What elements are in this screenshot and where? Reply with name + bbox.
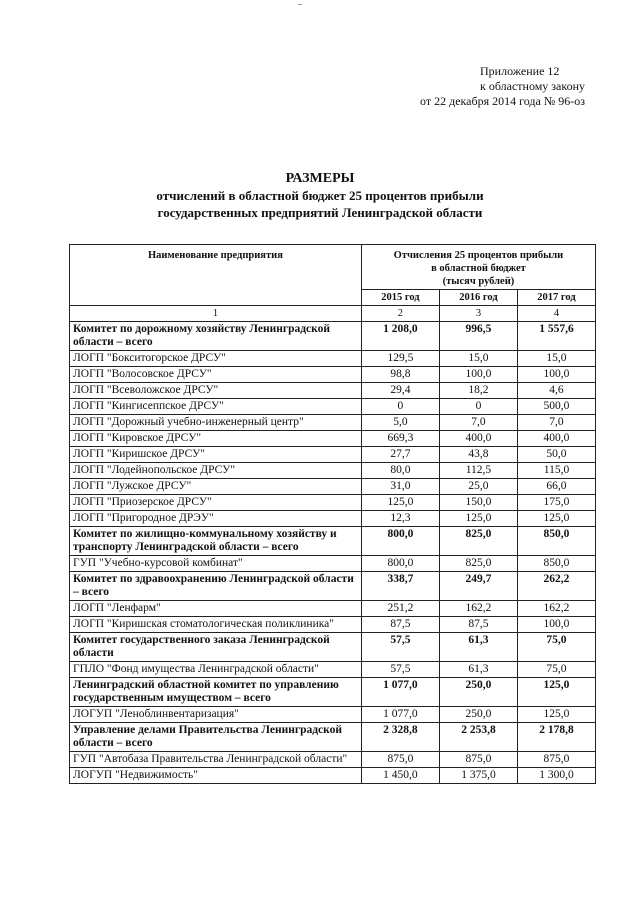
value-2016-cell: 43,8 — [439, 447, 517, 463]
value-2015-cell: 0 — [361, 399, 439, 415]
value-2016-cell: 249,7 — [439, 572, 517, 601]
table-row — [70, 617, 596, 633]
value-2015-cell: 5,0 — [361, 415, 439, 431]
appendix-header — [420, 64, 620, 109]
value-2016-cell: 250,0 — [439, 707, 517, 723]
column-header-deductions-line3: (тысяч рублей) — [442, 276, 515, 287]
appendix-number: Приложение 12 — [480, 64, 560, 78]
table-row — [70, 351, 596, 367]
value-2016-cell: 1 375,0 — [439, 768, 517, 784]
enterprise-name-cell: Комитет по здравоохранению Ленинградской области – всего — [70, 572, 362, 601]
value-2016-cell: 18,2 — [439, 383, 517, 399]
table-row — [70, 383, 596, 399]
enterprise-name-cell: Управление делами Правительства Ленинградской области – всего — [70, 723, 362, 752]
enterprise-name-cell: Ленинградский областной комитет по управлению государственным имуществом – всего — [70, 678, 362, 707]
value-2016-cell: 996,5 — [439, 322, 517, 351]
value-2016-cell: 61,3 — [439, 662, 517, 678]
table-row-total — [70, 633, 596, 662]
enterprise-name-cell: ЛОГУП "Недвижимость" — [70, 768, 362, 784]
value-2016-cell: 2 253,8 — [439, 723, 517, 752]
value-2016-cell: 250,0 — [439, 678, 517, 707]
value-2017-cell: 75,0 — [517, 633, 595, 662]
value-2017-cell: 15,0 — [517, 351, 595, 367]
table-row — [70, 768, 596, 784]
column-index: 4 — [517, 306, 595, 322]
table-row — [70, 463, 596, 479]
table-row — [70, 447, 596, 463]
table-row-total — [70, 527, 596, 556]
value-2016-cell: 100,0 — [439, 367, 517, 383]
enterprise-name-cell: ЛОГП "Бокситогорское ДРСУ" — [70, 351, 362, 367]
table-header-row — [70, 245, 596, 290]
table-row-total — [70, 723, 596, 752]
value-2016-cell: 162,2 — [439, 601, 517, 617]
deductions-table — [69, 244, 596, 784]
value-2015-cell: 669,3 — [361, 431, 439, 447]
value-2016-cell: 25,0 — [439, 479, 517, 495]
table-row — [70, 415, 596, 431]
enterprise-name-cell: ЛОГП "Кингисеппское ДРСУ" — [70, 399, 362, 415]
table-row — [70, 707, 596, 723]
value-2016-cell: 15,0 — [439, 351, 517, 367]
scan-mark — [298, 4, 302, 5]
title-line-3: государственных предприятий Ленинградской области — [157, 205, 483, 220]
enterprise-name-cell: ЛОГП "Киришское ДРСУ" — [70, 447, 362, 463]
value-2016-cell: 112,5 — [439, 463, 517, 479]
enterprise-name-cell: ЛОГП "Ленфарм" — [70, 601, 362, 617]
value-2017-cell: 125,0 — [517, 678, 595, 707]
value-2017-cell: 66,0 — [517, 479, 595, 495]
column-header-name: Наименование предприятия — [70, 245, 362, 306]
enterprise-name-cell: Комитет государственного заказа Ленинградской области — [70, 633, 362, 662]
enterprise-name-cell: ЛОГП "Киришская стоматологическая поликлиника" — [70, 617, 362, 633]
value-2015-cell: 800,0 — [361, 556, 439, 572]
value-2017-cell: 850,0 — [517, 556, 595, 572]
table-row — [70, 367, 596, 383]
year-2016-header: 2016 год — [439, 290, 517, 306]
enterprise-name-cell: ЛОГП "Лодейнопольское ДРСУ" — [70, 463, 362, 479]
value-2015-cell: 12,3 — [361, 511, 439, 527]
enterprise-name-cell: ЛОГП "Кировское ДРСУ" — [70, 431, 362, 447]
value-2016-cell: 400,0 — [439, 431, 517, 447]
value-2017-cell: 125,0 — [517, 511, 595, 527]
value-2016-cell: 150,0 — [439, 495, 517, 511]
table-row — [70, 511, 596, 527]
value-2015-cell: 98,8 — [361, 367, 439, 383]
value-2016-cell: 825,0 — [439, 527, 517, 556]
value-2016-cell: 61,3 — [439, 633, 517, 662]
table-row — [70, 431, 596, 447]
table-row — [70, 662, 596, 678]
enterprise-name-cell: ЛОГП "Волосовское ДРСУ" — [70, 367, 362, 383]
enterprise-name-cell: ЛОГП "Лужское ДРСУ" — [70, 479, 362, 495]
value-2015-cell: 80,0 — [361, 463, 439, 479]
value-2016-cell: 825,0 — [439, 556, 517, 572]
value-2017-cell: 115,0 — [517, 463, 595, 479]
table-row-total — [70, 322, 596, 351]
column-header-deductions — [361, 245, 595, 290]
value-2017-cell: 125,0 — [517, 707, 595, 723]
table-row-total — [70, 572, 596, 601]
value-2015-cell: 57,5 — [361, 633, 439, 662]
value-2017-cell: 4,6 — [517, 383, 595, 399]
year-2017-header: 2017 год — [517, 290, 595, 306]
enterprise-name-cell: ЛОГП "Дорожный учебно-инженерный центр" — [70, 415, 362, 431]
value-2017-cell: 1 557,6 — [517, 322, 595, 351]
year-2015-header: 2015 год — [361, 290, 439, 306]
value-2017-cell: 262,2 — [517, 572, 595, 601]
value-2015-cell: 338,7 — [361, 572, 439, 601]
value-2017-cell: 50,0 — [517, 447, 595, 463]
enterprise-name-cell: ЛОГУП "Леноблинвентаризация" — [70, 707, 362, 723]
value-2015-cell: 87,5 — [361, 617, 439, 633]
value-2017-cell: 75,0 — [517, 662, 595, 678]
title-line-1: РАЗМЕРЫ — [285, 171, 355, 186]
column-header-deductions-line2: в областной бюджет — [431, 263, 526, 274]
value-2015-cell: 57,5 — [361, 662, 439, 678]
law-reference: к областному закону — [480, 79, 586, 93]
value-2016-cell: 0 — [439, 399, 517, 415]
document-title — [0, 170, 640, 221]
value-2015-cell: 31,0 — [361, 479, 439, 495]
value-2015-cell: 875,0 — [361, 752, 439, 768]
value-2017-cell: 1 300,0 — [517, 768, 595, 784]
law-date: от 22 декабря 2014 года № 96-оз — [420, 94, 586, 108]
table-row-total — [70, 678, 596, 707]
value-2017-cell: 7,0 — [517, 415, 595, 431]
enterprise-name-cell: Комитет по жилищно-коммунальному хозяйству и транспорту Ленинградской области – всего — [70, 527, 362, 556]
enterprise-name-cell: ГУП "Автобаза Правительства Ленинградской области" — [70, 752, 362, 768]
value-2015-cell: 1 450,0 — [361, 768, 439, 784]
column-index: 2 — [361, 306, 439, 322]
value-2015-cell: 800,0 — [361, 527, 439, 556]
column-index: 1 — [70, 306, 362, 322]
value-2015-cell: 27,7 — [361, 447, 439, 463]
title-line-2: отчислений в областной бюджет 25 процентов прибыли — [156, 188, 484, 203]
value-2017-cell: 100,0 — [517, 617, 595, 633]
table-row — [70, 556, 596, 572]
value-2015-cell: 1 077,0 — [361, 678, 439, 707]
value-2015-cell: 1 208,0 — [361, 322, 439, 351]
table-row — [70, 495, 596, 511]
value-2017-cell: 400,0 — [517, 431, 595, 447]
value-2015-cell: 29,4 — [361, 383, 439, 399]
table-row — [70, 752, 596, 768]
value-2016-cell: 7,0 — [439, 415, 517, 431]
column-header-deductions-line1: Отчисления 25 процентов прибыли — [393, 250, 564, 261]
table-row — [70, 601, 596, 617]
enterprise-name-cell: ГУП "Учебно-курсовой комбинат" — [70, 556, 362, 572]
value-2015-cell: 251,2 — [361, 601, 439, 617]
table-row — [70, 399, 596, 415]
value-2015-cell: 125,0 — [361, 495, 439, 511]
table-row — [70, 479, 596, 495]
value-2016-cell: 125,0 — [439, 511, 517, 527]
column-index: 3 — [439, 306, 517, 322]
value-2017-cell: 2 178,8 — [517, 723, 595, 752]
value-2016-cell: 875,0 — [439, 752, 517, 768]
enterprise-name-cell: ЛОГП "Пригородное ДРЭУ" — [70, 511, 362, 527]
enterprise-name-cell: ГПЛО "Фонд имущества Ленинградской области" — [70, 662, 362, 678]
value-2017-cell: 875,0 — [517, 752, 595, 768]
enterprise-name-cell: ЛОГП "Приозерское ДРСУ" — [70, 495, 362, 511]
value-2015-cell: 1 077,0 — [361, 707, 439, 723]
enterprise-name-cell: ЛОГП "Всеволожское ДРСУ" — [70, 383, 362, 399]
value-2015-cell: 129,5 — [361, 351, 439, 367]
enterprise-name-cell: Комитет по дорожному хозяйству Ленинградской области – всего — [70, 322, 362, 351]
value-2016-cell: 87,5 — [439, 617, 517, 633]
value-2017-cell: 175,0 — [517, 495, 595, 511]
value-2017-cell: 500,0 — [517, 399, 595, 415]
value-2017-cell: 162,2 — [517, 601, 595, 617]
value-2015-cell: 2 328,8 — [361, 723, 439, 752]
value-2017-cell: 850,0 — [517, 527, 595, 556]
value-2017-cell: 100,0 — [517, 367, 595, 383]
column-index-row — [70, 306, 596, 322]
